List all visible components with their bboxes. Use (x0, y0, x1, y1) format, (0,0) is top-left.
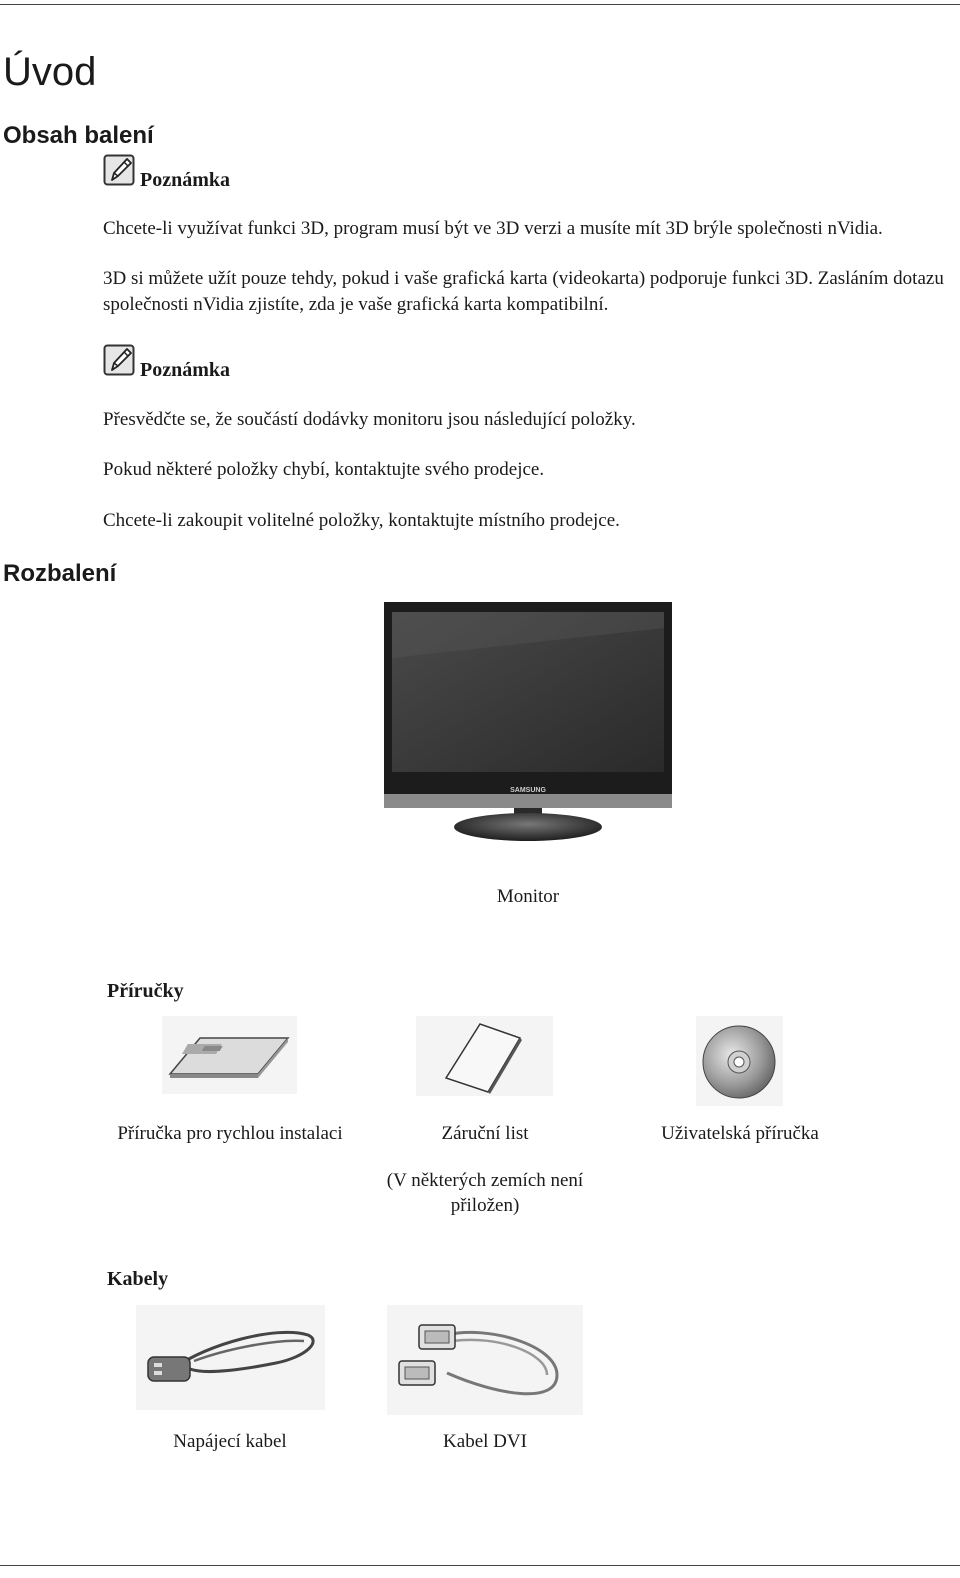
cable-caption: Kabel DVI (443, 1431, 527, 1452)
manuals-title: Příručky (107, 980, 184, 1002)
manual-note: (V některých zemích není přiložen) (386, 1170, 584, 1216)
dvi-cable-icon (387, 1305, 583, 1415)
note-paragraph: Chcete-li využívat funkci 3D, program musí být ve 3D verzi a musíte mít 3D brýle společnosti nVidia. (103, 218, 883, 239)
power-cable-icon (136, 1305, 325, 1410)
section-title-unpacking: Rozbalení (3, 560, 117, 587)
cables-title: Kabely (107, 1268, 169, 1290)
manual-caption: Uživatelská příručka (661, 1123, 819, 1144)
note-header (103, 344, 230, 381)
section-title-package: Obsah balení (3, 122, 154, 149)
manual-caption: Záruční list (441, 1123, 529, 1144)
top-rule (0, 4, 960, 5)
monitor-image (378, 598, 678, 844)
quick-guide-icon (162, 1016, 297, 1094)
note-pencil-icon (103, 154, 135, 186)
note-label: Poznámka (140, 169, 230, 191)
bottom-rule (0, 1565, 960, 1566)
page-title: Úvod (3, 50, 97, 94)
note-label: Poznámka (140, 359, 230, 381)
note-paragraph: Pokud některé položky chybí, kontaktujte svého prodejce. (103, 459, 545, 480)
note-paragraph: 3D si můžete užít pouze tehdy, pokud i vaše grafická karta (videokarta) podporuje funkci 3D. Zasláním dotazu společnosti nVidia zjistíte, zda je vaše grafická karta kompatibilní. (103, 268, 944, 315)
note-pencil-icon (103, 344, 135, 376)
monitor-brand-label: SAMSUNG (510, 787, 546, 794)
cd-icon (696, 1016, 783, 1106)
manual-caption: Příručka pro rychlou instalaci (117, 1123, 343, 1144)
monitor-caption: Monitor (496, 886, 560, 907)
note-header (103, 154, 230, 191)
cable-caption: Napájecí kabel (173, 1431, 287, 1452)
warranty-card-icon (416, 1016, 553, 1096)
note-paragraph: Chcete-li zakoupit volitelné položky, kontaktujte místního prodejce. (103, 510, 620, 531)
note-paragraph: Přesvědčte se, že součástí dodávky monitoru jsou následující položky. (103, 409, 636, 430)
